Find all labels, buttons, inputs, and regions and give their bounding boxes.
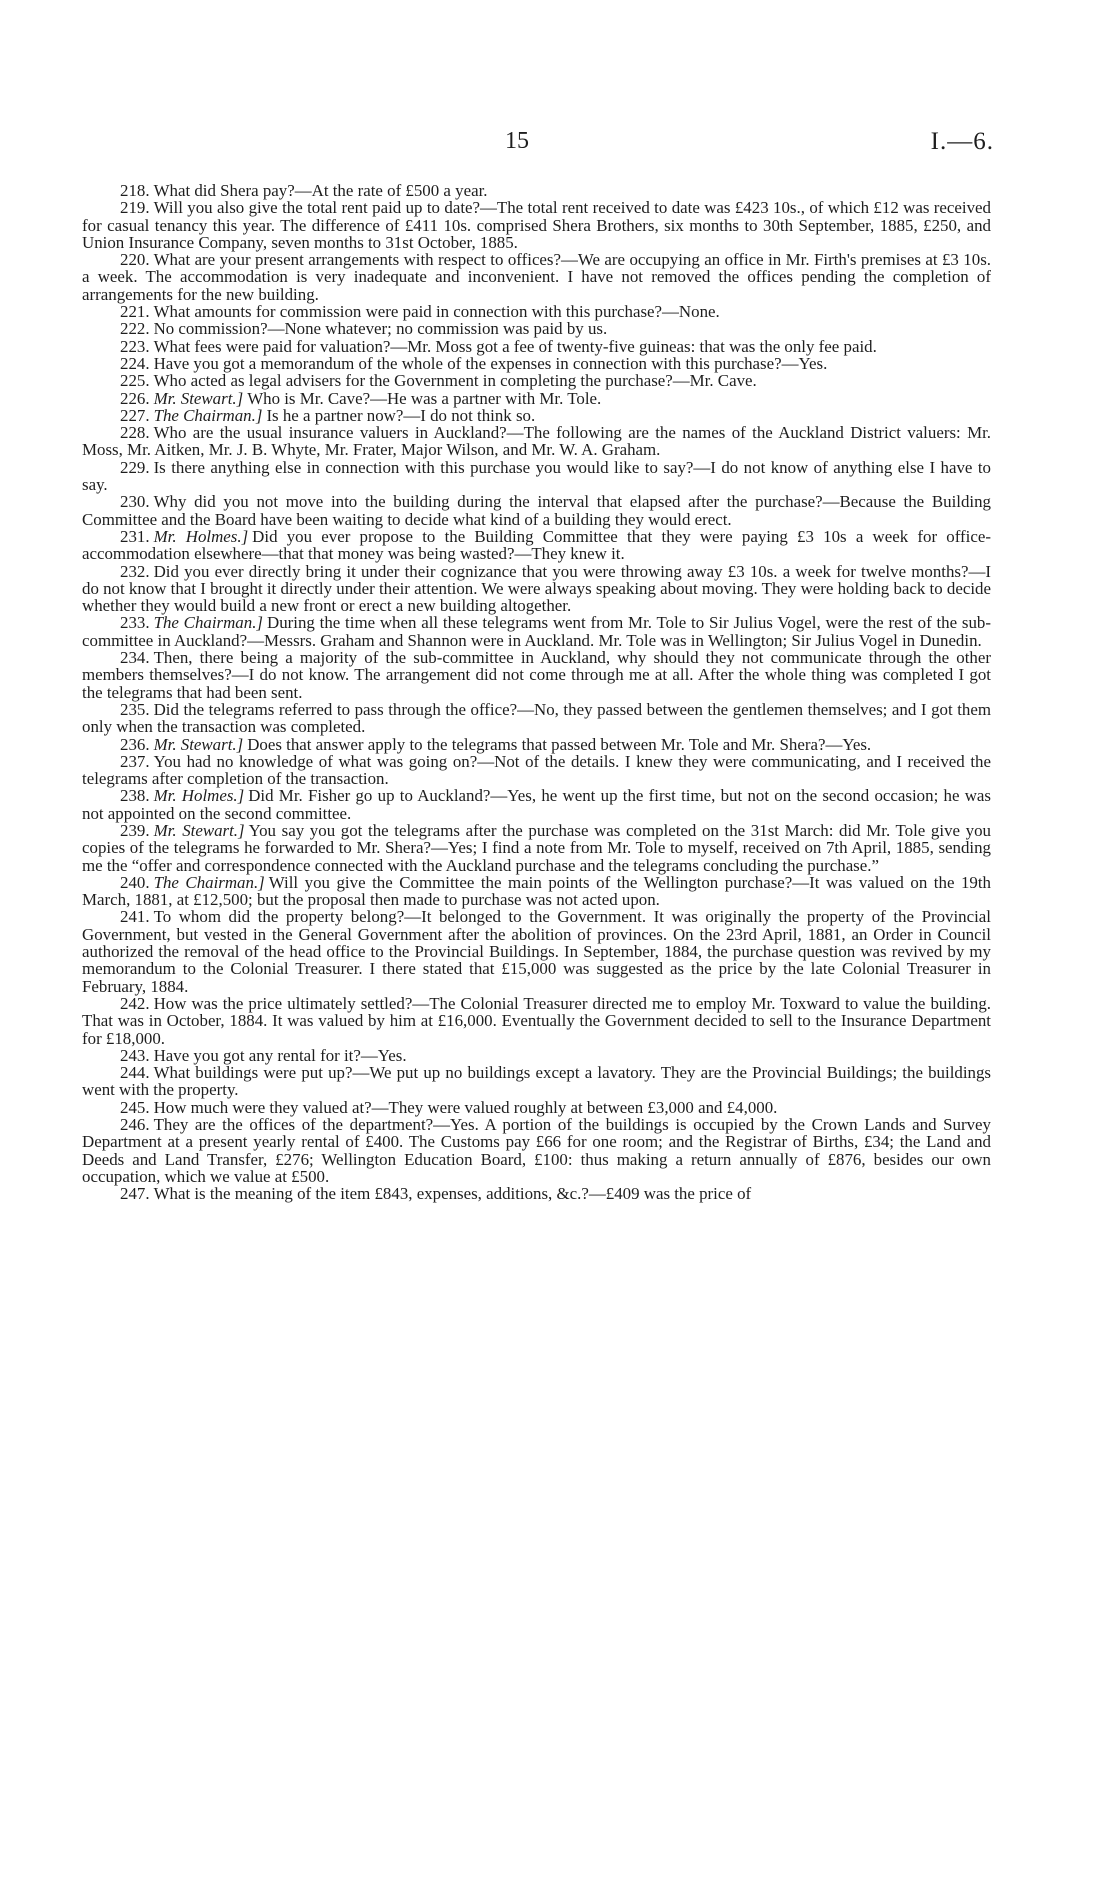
question-paragraph	[82, 1099, 991, 1116]
question-number: 222.	[120, 319, 150, 339]
question-paragraph	[82, 995, 991, 1047]
speaker-label: Mr. Stewart.]	[153, 734, 244, 754]
question-number: 245.	[120, 1097, 150, 1117]
question-number: 219.	[120, 198, 150, 218]
question-paragraph	[82, 199, 991, 251]
question-number: 243.	[120, 1045, 150, 1065]
question-paragraph	[82, 787, 991, 822]
question-number: 236.	[120, 734, 150, 754]
question-paragraph	[82, 303, 991, 320]
question-paragraph	[82, 1116, 991, 1185]
question-number: 244.	[120, 1063, 150, 1083]
question-text: Have you got any rental for it?—Yes.	[153, 1045, 407, 1065]
question-paragraph	[82, 320, 991, 337]
question-number: 233.	[120, 613, 150, 633]
question-paragraph	[82, 182, 991, 199]
question-number: 220.	[120, 250, 150, 270]
question-number: 231.	[120, 526, 150, 546]
question-paragraph	[82, 1047, 991, 1064]
speaker-label: Mr. Holmes.]	[153, 786, 245, 806]
question-number: 238.	[120, 786, 150, 806]
question-text: How much were they valued at?—They were valued roughly at between £3,000 and £4,000.	[153, 1097, 778, 1117]
question-text: What is the meaning of the item £843, expenses, additions, &c.?—£409 was the price of	[153, 1184, 752, 1204]
question-paragraph	[82, 753, 991, 788]
speaker-label: The Chairman.]	[153, 613, 263, 633]
question-text: Does that answer apply to the telegrams that passed between Mr. Tole and Mr. Shera?—Yes.	[247, 734, 872, 754]
question-text: Did Mr. Fisher go up to Auckland?—Yes, he went up the first time, but not on the second occasion; he was not appointed on the second committee.	[82, 786, 991, 823]
question-text: What fees were paid for valuation?—Mr. Moss got a fee of twenty-five guineas: that was the only fee paid.	[153, 336, 877, 356]
question-number: 227.	[120, 405, 150, 425]
speaker-label: The Chairman.]	[153, 405, 263, 425]
question-paragraph	[82, 424, 991, 459]
question-paragraph	[82, 528, 991, 563]
question-paragraph	[82, 1064, 991, 1099]
question-number: 224.	[120, 353, 150, 373]
question-text: To whom did the property belong?—It belonged to the Government. It was originally the property of the Provincial Government, but vested in the General Government after the abolition of provinces. On the 23rd April, 1881, an Order in Council authorized the removal of the head office to the Provincial Buildings. In September, 1884, the purchase question was revived by my memorandum to the Colonial Treasurer. I there stated that £15,000 was suggested as the price by the late Colonial Treasurer in February, 1884.	[82, 907, 991, 996]
evidence-text	[82, 182, 991, 1203]
question-number: 242.	[120, 993, 150, 1013]
page-number: 15	[505, 128, 529, 154]
question-text: Who acted as legal advisers for the Government in completing the purchase?—Mr. Cave.	[153, 371, 757, 391]
speaker-label: The Chairman.]	[153, 872, 265, 892]
question-text: Did you ever propose to the Building Committee that they were paying £3 10s a week for office-accommodation elsewhere—that that money was being wasted?—They knew it.	[82, 526, 991, 564]
question-text: What amounts for commission were paid in connection with this purchase?—None.	[153, 302, 720, 322]
question-paragraph	[82, 372, 991, 389]
question-number: 239.	[120, 820, 150, 840]
speaker-label: Mr. Stewart.]	[153, 388, 244, 408]
question-paragraph	[82, 493, 991, 528]
question-text: Will you give the Committee the main points of the Wellington purchase?—It was valued on the 19th March, 1881, at £12,500; but the proposal then made to purchase was not acted upon.	[82, 872, 991, 910]
question-text: Have you got a memorandum of the whole of the expenses in connection with this purchase?—Yes.	[153, 353, 828, 373]
question-number: 234.	[120, 648, 150, 668]
speaker-label: Mr. Stewart.]	[153, 820, 245, 840]
question-paragraph	[82, 407, 991, 424]
question-paragraph	[82, 822, 991, 874]
question-paragraph	[82, 874, 991, 909]
question-number: 241.	[120, 907, 150, 927]
question-text: What buildings were put up?—We put up no buildings except a lavatory. They are the Provincial Buildings; the buildings went with the property.	[82, 1063, 991, 1100]
question-text: Is there anything else in connection with this purchase you would like to say?—I do not know of anything else I have to say.	[82, 457, 991, 495]
question-paragraph	[82, 459, 991, 494]
document-reference: I.—6.	[930, 128, 994, 155]
question-text: Is he a partner now?—I do not think so.	[266, 405, 536, 425]
page-header	[0, 128, 1114, 162]
question-paragraph	[82, 736, 991, 753]
question-paragraph	[82, 908, 991, 994]
question-paragraph	[82, 355, 991, 372]
question-number: 226.	[120, 388, 150, 408]
question-paragraph	[82, 1185, 991, 1202]
question-number: 232.	[120, 561, 150, 581]
question-number: 247.	[120, 1184, 150, 1204]
question-number: 218.	[120, 181, 150, 200]
question-text: No commission?—None whatever; no commission was paid by us.	[153, 319, 608, 339]
question-number: 228.	[120, 423, 150, 443]
question-text: They are the offices of the department?—Yes. A portion of the buildings is occupied by the Crown Lands and Survey Department at a present yearly rental of £400. The Customs pay £66 for one room; and the Registrar of Births, £34; the Land and Deeds and Land Transfer, £276; Wellington Education Board, £100: thus making a return annually of £876, besides our own occupation, which we value at £500.	[82, 1115, 991, 1186]
question-number: 246.	[120, 1115, 150, 1135]
question-text: How was the price ultimately settled?—The Colonial Treasurer directed me to employ Mr. Toxward to value the building. That was in October, 1884. It was valued by him at £16,000. Eventually the Government decided to sell to the Insurance Department for £18,000.	[82, 993, 991, 1048]
speaker-label: Mr. Holmes.]	[153, 526, 249, 546]
question-paragraph	[82, 338, 991, 355]
question-text: During the time when all these telegrams went from Mr. Tole to Sir Julius Vogel, were the rest of the sub-committee in Auckland?—Messrs. Graham and Shannon were in Auckland. Mr. Tole was in Wellington; Sir Julius Vogel in Dunedin.	[82, 613, 991, 650]
question-number: 225.	[120, 371, 150, 391]
question-text: Then, there being a majority of the sub-committee in Auckland, why should they not communicate through the other members themselves?—I do not know. The arrangement did not come through me at all. After the whole thing was completed I got the telegrams that had been sent.	[82, 648, 991, 702]
question-number: 240.	[120, 872, 150, 892]
question-number: 237.	[120, 751, 150, 771]
question-text: What did Shera pay?—At the rate of £500 a year.	[153, 181, 488, 200]
question-text: Did you ever directly bring it under their cognizance that you were throwing away £3 10s. a week for twelve months?—I do not know that I brought it directly under their attention. We were always speaking about moving. They were holding back to decide whether they would build a new front or erect a new building altogether.	[82, 561, 991, 616]
question-paragraph	[82, 251, 991, 303]
question-text: Did the telegrams referred to pass through the office?—No, they passed between the gentlemen themselves; and I got them only when the transaction was completed.	[82, 699, 991, 737]
question-paragraph	[82, 614, 991, 649]
question-text: Will you also give the total rent paid up to date?—The total rent received to date was £423 10s., of which £12 was received for casual tenancy this year. The difference of £411 10s. comprised Shera Brothers, six months to 30th September, 1885, £250, and Union Insurance Company, seven months to 31st October, 1885.	[82, 198, 991, 252]
question-text: Who is Mr. Cave?—He was a partner with Mr. Tole.	[247, 388, 602, 408]
question-paragraph	[82, 649, 991, 701]
question-number: 229.	[120, 457, 150, 477]
question-paragraph	[82, 563, 991, 615]
question-text: What are your present arrangements with respect to offices?—We are occupying an office in Mr. Firth's premises at £3 10s. a week. The accommodation is very inadequate and inconvenient. I have not removed the offices pending the completion of arrangements for the new building.	[82, 250, 991, 304]
question-number: 221.	[120, 302, 150, 322]
question-paragraph	[82, 701, 991, 736]
question-number: 235.	[120, 699, 150, 719]
question-number: 230.	[120, 492, 150, 512]
question-text: You say you got the telegrams after the purchase was completed on the 31st March: did Mr. Tole give you copies of the telegrams he forwarded to Mr. Shera?—Yes; I find a note from Mr. Tole to myself, received on 7th April, 1885, sending me the “offer and correspondence connected with the Auckland purchase and the telegrams concluding the purchase.”	[82, 820, 991, 875]
question-text: You had no knowledge of what was going on?—Not of the details. I knew they were communicating, and I received the telegrams after completion of the transaction.	[82, 751, 991, 789]
question-number: 223.	[120, 336, 150, 356]
question-text: Why did you not move into the building during the interval that elapsed after the purchase?—Because the Building Committee and the Board have been waiting to decide what kind of a building they would erect.	[82, 492, 991, 529]
question-text: Who are the usual insurance valuers in Auckland?—The following are the names of the Auckland District valuers: Mr. Moss, Mr. Aitken, Mr. J. B. Whyte, Mr. Frater, Major Wilson, and Mr. W. A. Graham.	[82, 423, 991, 460]
question-paragraph	[82, 390, 991, 407]
